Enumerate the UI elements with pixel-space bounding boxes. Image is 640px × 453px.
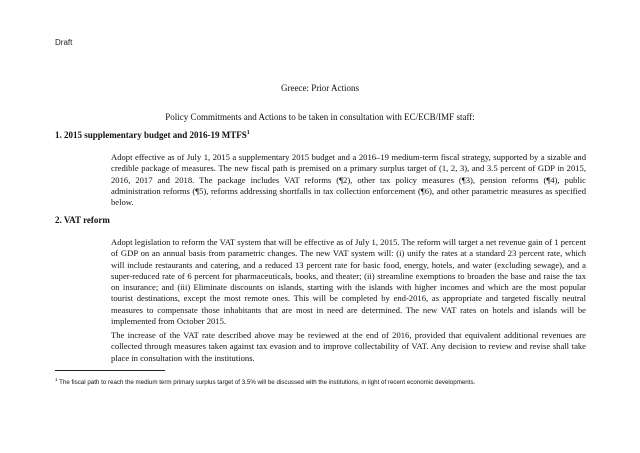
section-1-heading-text: 1. 2015 supplementary budget and 2016-19 MTFS xyxy=(55,130,247,140)
section-2-paragraph-1: Adopt legislation to reform the VAT system that will be effective as of July 1, 2015. The reform will target a net revenue gain of 1 percent of GDP on an annual basis from parametric changes. The new VAT system will: (i) unify the rates at a standard 23 percent rate, which will include restaurants and catering, and a reduced 13 percent rate for basic food, energy, hotels, and water (excluding sewage), and a super-reduced rate of 6 percent for pharmaceuticals, books, and theater; (ii) streamline exemptions to broaden the base and raise the tax on insurance; and (iii) Eliminate discounts on islands, starting with the islands with higher incomes and which are the most popular tourist destinations, except the most remote ones. This will be completed by end-2016, as appropriate and targeted fiscally neutral measures to compensate those inhabitants that are most in need are determined. The new VAT rates on hotels and islands will be implemented from October 2015. xyxy=(111,237,586,327)
footnote-text: The fiscal path to reach the medium term primary surplus target of 3.5% will be discussed with the institutions, in light of recent economic developments. xyxy=(59,379,476,387)
footnote-reference: 1 xyxy=(246,130,250,136)
section-2-paragraph-2: The increase of the VAT rate described above may be reviewed at the end of 2016, provided that equivalent additional revenues are collected through measures taken against tax evasion and to improve collectability of VAT. Any decision to review and revise shall take place in consultation with the institutions. xyxy=(111,330,586,363)
section-1-paragraph: Adopt effective as of July 1, 2015 a supplementary 2015 budget and a 2016–19 medium-term fiscal strategy, supported by a sizable and credible package of measures. The new fiscal path is premised on a primary surplus target of (1, 2, 3), and 3.5 percent of GDP in 2015, 2016, 2017 and 2018. The package includes VAT reforms (¶2), other tax policy measures (¶3), pension reforms (¶4), public administration reforms (¶5), reforms addressing shortfalls in tax collection enforcement (¶6), and other parametric measures as specified below. xyxy=(111,152,586,208)
document-title: Greece: Prior Actions xyxy=(281,83,359,93)
section-1-heading xyxy=(55,130,250,140)
footnote-mark: 1 xyxy=(55,377,58,382)
footnote xyxy=(55,376,595,387)
document-subtitle: Policy Commitments and Actions to be taken in consultation with EC/ECB/IMF staff: xyxy=(165,112,475,122)
draft-label: Draft xyxy=(55,38,73,47)
section-2-heading: 2. VAT reform xyxy=(55,215,110,225)
footnote-divider xyxy=(55,370,165,371)
